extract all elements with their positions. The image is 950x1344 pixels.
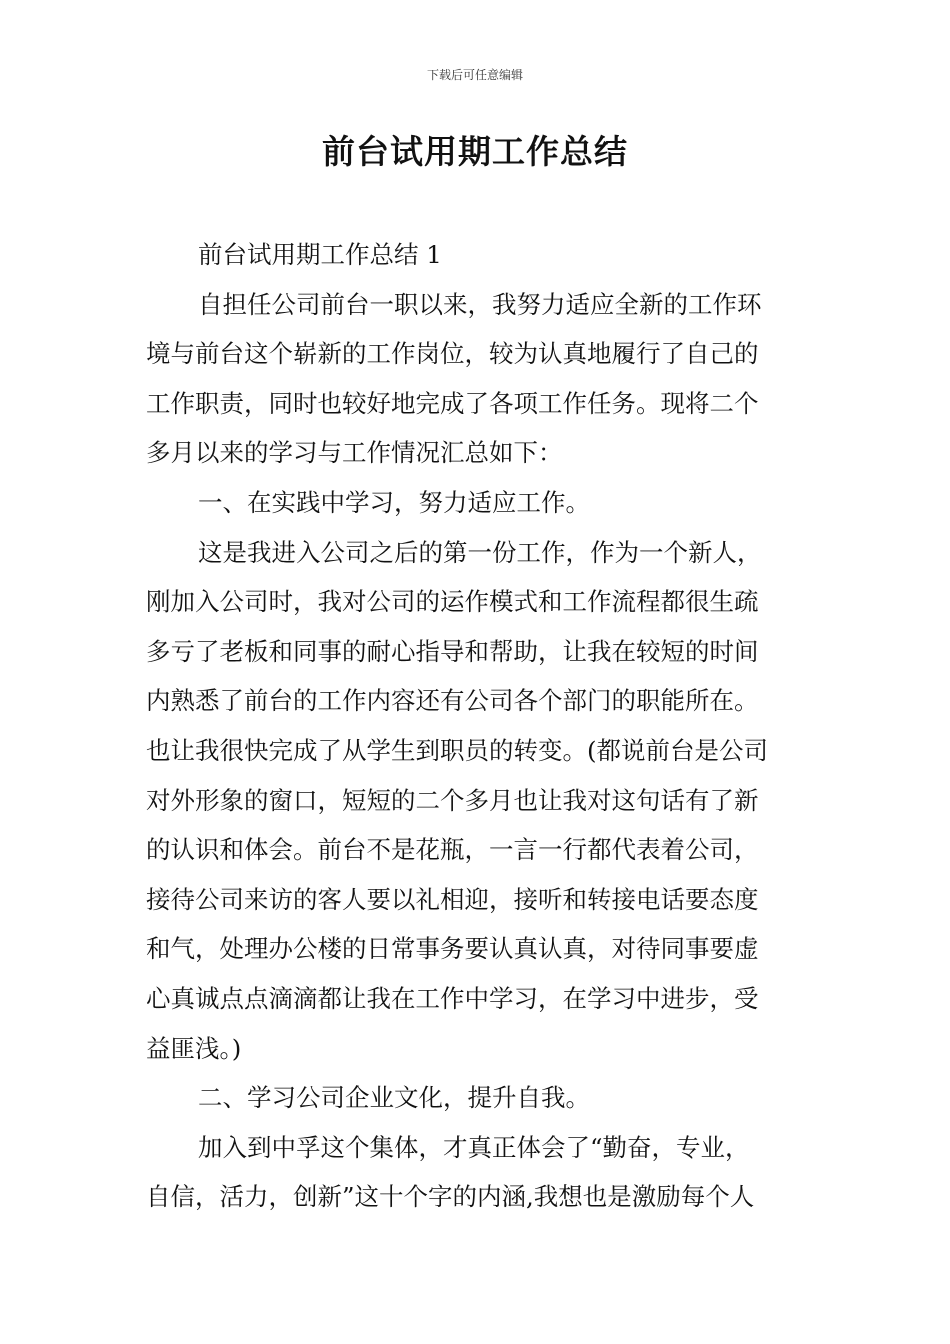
paragraph-line: 自担任公司前台一职以来，我努力适应全新的工作环: [198, 289, 762, 319]
document-title: 前台试用期工作总结: [322, 132, 628, 171]
paragraph-line: 益匪浅。): [146, 1033, 242, 1063]
paragraph-line: 的认识和体会。前台不是花瓶，一言一行都代表着公司，: [146, 835, 759, 865]
paragraph-line: 心真诚点点滴滴都让我在工作中学习，在学习中进步，受: [146, 983, 759, 1013]
paragraph-line: 多亏了老板和同事的耐心指导和帮助，让我在较短的时间: [146, 636, 759, 666]
subsection-heading: 二、学习公司企业文化，提升自我。: [198, 1083, 590, 1113]
paragraph-line: 内熟悉了前台的工作内容还有公司各个部门的职能所在。: [146, 686, 759, 716]
header-note: 下载后可任意编辑: [426, 68, 523, 82]
paragraph-line: 也让我很快完成了从学生到职员的转变。(都说前台是公司: [146, 735, 769, 765]
paragraph-line: 工作职责，同时也较好地完成了各项工作任务。现将二个: [146, 388, 759, 418]
paragraph-line: 自信，活力，创新”这十个字的内涵,我想也是激励每个人: [146, 1182, 755, 1212]
subsection-heading: 一、在实践中学习，努力适应工作。: [198, 487, 590, 517]
paragraph-line: 和气，处理办公楼的日常事务要认真认真，对待同事要虚: [146, 934, 759, 964]
paragraph-line: 境与前台这个崭新的工作岗位，较为认真地履行了自己的: [146, 339, 759, 369]
paragraph-line: 接待公司来访的客人要以礼相迎，接听和转接电话要态度: [146, 884, 759, 914]
paragraph-line: 刚加入公司时，我对公司的运作模式和工作流程都很生疏: [146, 587, 759, 617]
document-body: [146, 230, 806, 1222]
paragraph-line: 加入到中孚这个集体，才真正体会了“勤奋，专业，: [198, 1132, 750, 1162]
paragraph-line: 对外形象的窗口，短短的二个多月也让我对这句话有了新: [146, 785, 759, 815]
section-heading: 前台试用期工作总结 1: [198, 240, 442, 269]
paragraph-line: 这是我进入公司之后的第一份工作，作为一个新人，: [198, 537, 762, 567]
paragraph-line: 多月以来的学习与工作情况汇总如下：: [146, 438, 563, 468]
